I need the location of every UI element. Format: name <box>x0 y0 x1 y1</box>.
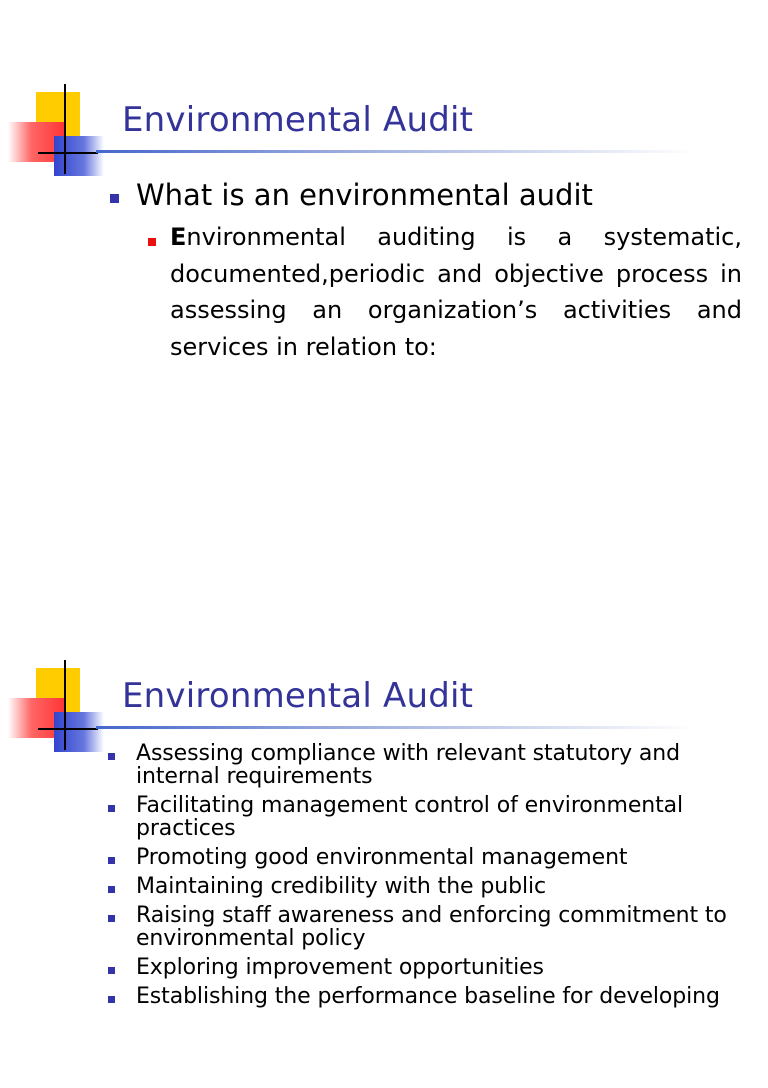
square-bullet-icon <box>108 996 115 1003</box>
bullet-text <box>170 219 742 365</box>
list-item-text: Facilitating management control of environmental practices <box>136 793 684 841</box>
bullet-level2 <box>148 222 748 365</box>
bullet-text-rest: nvironmental auditing is a systematic, documented,periodic and objective process in assessing an organization’s activities and services in relation to: <box>170 223 742 361</box>
bullet-text: What is an environmental audit <box>136 178 593 212</box>
list-item <box>108 875 758 898</box>
square-bullet-icon <box>108 915 115 922</box>
square-bullet-icon <box>148 238 156 246</box>
list-item-text: Promoting good environmental management <box>136 845 628 870</box>
square-bullet-icon <box>108 886 115 893</box>
list-item-text: Maintaining credibility with the public <box>136 874 546 899</box>
list-item-text: Assessing compliance with relevant statutory and internal requirements <box>136 741 681 789</box>
bullet-list <box>108 742 758 1014</box>
square-bullet-icon <box>108 967 115 974</box>
slide-title: Environmental Audit <box>122 100 474 140</box>
list-item <box>108 956 758 979</box>
list-item <box>108 904 758 950</box>
title-divider <box>96 726 696 729</box>
square-bullet-icon <box>108 857 115 864</box>
list-item-text: Exploring improvement opportunities <box>136 955 544 980</box>
square-bullet-icon <box>108 753 115 760</box>
slide-2 <box>0 576 768 1088</box>
slide-1 <box>0 0 768 512</box>
list-item <box>108 794 758 840</box>
list-item-text: Establishing the performance baseline for developing <box>136 984 720 1009</box>
bullet-level1 <box>110 176 750 214</box>
bold-first-letter: E <box>170 223 187 251</box>
list-item <box>108 985 758 1008</box>
decorative-squares-logo-icon <box>8 668 118 768</box>
square-bullet-icon <box>110 194 119 203</box>
list-item <box>108 742 758 788</box>
square-bullet-icon <box>108 805 115 812</box>
title-divider <box>96 150 696 153</box>
list-item <box>108 846 758 869</box>
list-item-text: Raising staff awareness and enforcing commitment to environmental policy <box>136 903 727 951</box>
decorative-squares-logo-icon <box>8 92 118 192</box>
slide-title: Environmental Audit <box>122 676 474 716</box>
